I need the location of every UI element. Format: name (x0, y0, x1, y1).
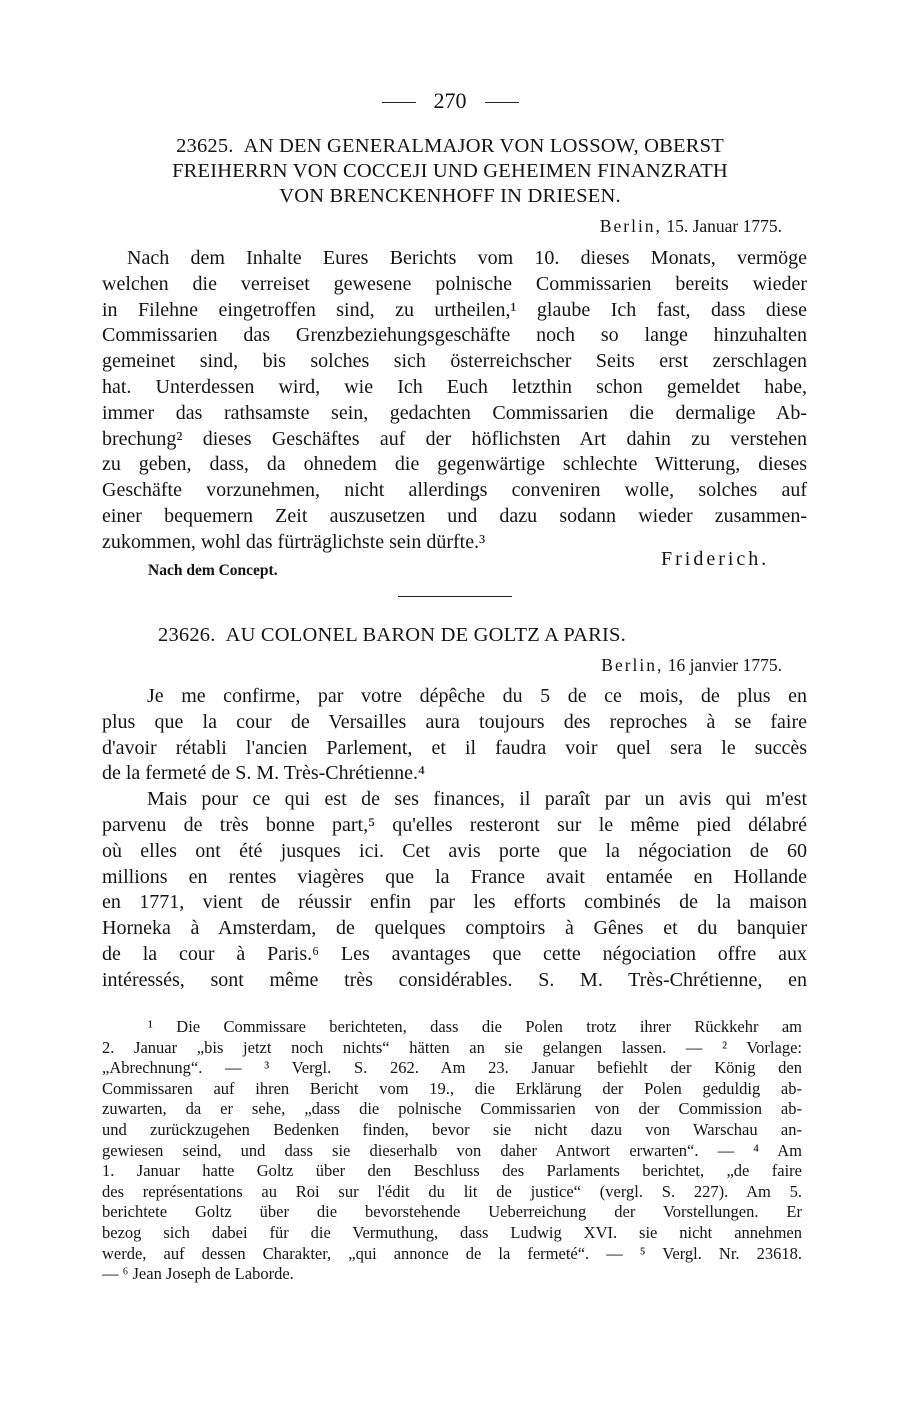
letter1-body-line: in Filehne eingetroffen sind, zu urtheilen,¹ glaube Ich fast, dass diese (102, 298, 807, 321)
letter1-body-line: Geschäfte vorzunehmen, nicht allerdings conveniren wolle, solches auf (102, 479, 807, 502)
footnote-line: zuwarten, da er sehe, „dass die polnische Commissarien von der Commission ab- (102, 1099, 802, 1119)
letter2-body-line: parvenu de très bonne part,⁵ qu'elles resteront sur le même pied délabré (102, 814, 807, 836)
letter2-body-line: où elles ont été jusques ici. Cet avis porte que la négociation de 60 (102, 839, 807, 862)
letter1-body-line: einer bequemern Zeit auszusetzen und dazu sodann wieder zusammen- (102, 505, 807, 527)
letter1-body-line: zu geben, dass, da ohnedem die gegenwärtige schlechte Witterung, dieses (102, 453, 807, 476)
source-note: Nach dem Concept. (148, 562, 278, 579)
letter1-heading-line-2: FREIHERRN VON COCCEJI UND GEHEIMEN FINANZRATH (172, 160, 728, 182)
letter2-body-line: intéressés, sont même très considérables. S. M. Très-Chrétienne, en (102, 968, 807, 991)
footnote-line: und zurückzugehen Bedenken finden, bevor sie nicht dazu von Warschau an- (102, 1120, 802, 1139)
letter2-heading (100, 623, 800, 647)
footnote-line: des représentations au Roi sur l'édit du lit de justice“ (vergl. S. 227). Am 5. (102, 1181, 802, 1201)
footnote-line: bezog sich dabei für die Vermuthung, dass Ludwig XVI. sie nicht annehmen (102, 1223, 802, 1242)
footnote-line: „Abrechnung“. — ³ Vergl. S. 262. Am 23. Januar befiehlt der König den (102, 1058, 802, 1078)
letter2-body-line: millions en rentes viagères que la France avait entamée en Hollande (102, 865, 807, 888)
section-divider (398, 596, 512, 597)
footnote-line: — ⁶ Jean Joseph de Laborde. (102, 1264, 294, 1284)
letter2-body-line: de la fermeté de S. M. Très-Chrétienne.⁴ (102, 762, 426, 785)
footnote-line: berichtete Goltz über die bevorstehende Ueberreichung der Vorstellungen. Er (102, 1202, 802, 1222)
letter1-body-line: Nach dem Inhalte Eures Berichts vom 10. dieses Monats, vermöge (127, 247, 807, 269)
letter1-heading-line-3: VON BRENCKENHOFF IN DRIESEN. (279, 185, 621, 207)
footnote-line: Commissaren auf ihren Bericht vom 19., die Erklärung der Polen geduldig ab- (102, 1078, 802, 1098)
page-number-dash-right (485, 102, 519, 103)
signature: Friderich. (661, 548, 770, 570)
letter2-date: 16 janvier 1775. (667, 655, 782, 675)
footnote-line: gewiesen seind, und dass sie dieserhalb von daher Antwort erwarten“. — ⁴ Am (102, 1140, 802, 1160)
page-number (0, 88, 900, 114)
letter2-dateline (601, 654, 782, 676)
letter1-date: 15. Januar 1775. (666, 216, 782, 236)
letter2-number: 23626. (158, 624, 216, 646)
letter2-body-line: plus que la cour de Versailles aura toujours des reproches à se faire (102, 710, 807, 733)
footnote-line: 1. Januar hatte Goltz über den Beschluss des Parlaments berichtet, „de faire (102, 1161, 802, 1181)
page-number-dash-left (382, 102, 416, 103)
letter2-body-line: Horneka à Amsterdam, de quelques comptoirs à Gênes et du banquier (102, 917, 807, 940)
letter1-body-line: welchen die verreiset gewesene polnische Commissarien bereits wieder (102, 272, 807, 295)
letter2-heading-text: AU COLONEL BARON DE GOLTZ A PARIS. (225, 624, 626, 646)
letter2-body-line: Mais pour ce qui est de ses finances, il paraît par un avis qui m'est (147, 788, 807, 811)
footnote-line: ¹ Die Commissare berichteten, dass die Polen trotz ihrer Rückkehr am (148, 1017, 802, 1036)
letter1-place: Berlin, (599, 216, 662, 236)
letter2-body-line: en 1771, vient de réussir enfin par les efforts combinés de la maison (102, 891, 807, 914)
letter2-place: Berlin, (601, 655, 664, 675)
letter1-dateline (600, 215, 782, 237)
letter1-number: 23625. (176, 135, 234, 157)
letter1-body-line: brechung² dieses Geschäftes auf der höflichsten Art dahin zu verstehen (102, 427, 807, 450)
letter1-heading-text-1: AN DEN GENERALMAJOR VON LOSSOW, OBERST (243, 135, 724, 157)
letter1-body-line: zukommen, wohl das fürträglichste sein dürfte.³ (102, 530, 486, 553)
letter1-body-line: hat. Unterdessen wird, wie Ich Euch letzthin schon gemeldet habe, (102, 376, 807, 398)
letter1-body-line: gemeinet sind, bis solches sich österreichscher Seits erst zerschlagen (102, 350, 807, 373)
letter1-body-line: Commissarien das Grenzbeziehungsgeschäfte noch so lange hinzuhalten (102, 324, 807, 347)
letter2-body-line: Je me confirme, par votre dépêche du 5 de ce mois, de plus en (147, 685, 807, 707)
footnote-line: 2. Januar „bis jetzt noch nichts“ hätten an sie gelangen lassen. — ² Vorlage: (102, 1037, 802, 1057)
letter2-body-line: de la cour à Paris.⁶ Les avantages que cette négociation offre aux (102, 943, 807, 965)
letter1-body-line: immer das rathsamste sein, gedachten Commissarien die dermalige Ab- (102, 401, 807, 424)
letter2-body-line: d'avoir rétabli l'ancien Parlement, et il faudra voir quel sera le succès (102, 736, 807, 759)
footnote-line: werde, auf dessen Charakter, „qui annonce de la fermeté“. — ⁵ Vergl. Nr. 23618. (102, 1243, 802, 1263)
letter1-heading-line-1 (100, 134, 800, 158)
page-number-text: 270 (433, 88, 467, 113)
